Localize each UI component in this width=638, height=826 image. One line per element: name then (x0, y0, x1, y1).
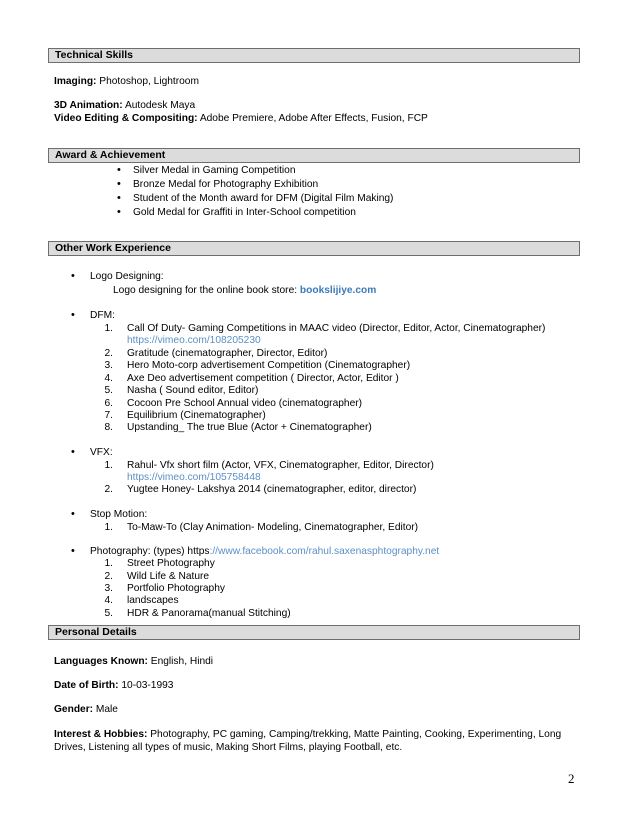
list-number: 4. (104, 595, 113, 606)
list-number: 5. (104, 608, 113, 619)
list-number: 2. (104, 348, 113, 359)
list-number: 4. (104, 373, 113, 384)
languages-value: English, Hindi (147, 656, 214, 667)
dob-label: Date of Birth: (54, 680, 119, 691)
work-bullet: • (71, 270, 75, 282)
list-number: 1. (104, 522, 113, 533)
dfm-item: Cocoon Pre School Annual video (cinematographer) (127, 398, 363, 409)
award-bullet: • (117, 178, 121, 190)
imaging-label: Imaging: (54, 76, 97, 87)
list-number: 5. (104, 385, 113, 396)
work-bullet: • (71, 446, 75, 458)
list-number: 1. (104, 460, 113, 471)
gender-value: Male (93, 704, 118, 715)
animation-value: Autodesk Maya (122, 100, 196, 111)
work-bullet: • (71, 508, 75, 520)
video-label: Video Editing & Compositing: (54, 113, 198, 124)
list-number: 2. (104, 571, 113, 582)
dfm-title: DFM: (90, 310, 115, 321)
awards-header: Award & Achievement (48, 148, 580, 163)
technical-skills-header: Technical Skills (48, 48, 580, 63)
award-item: Gold Medal for Graffiti in Inter-School competition (133, 207, 356, 218)
award-bullet: • (117, 164, 121, 176)
dfm-item: Gratitude (cinematographer, Director, Editor) (127, 348, 328, 359)
list-number: 6. (104, 398, 113, 409)
list-number: 3. (104, 360, 113, 371)
interests-line-2: Drives, Listening all types of music, Making Short Films, playing Football, etc. (54, 742, 403, 753)
imaging-line (54, 75, 199, 88)
list-number: 8. (104, 422, 113, 433)
photography-item: landscapes (127, 595, 179, 606)
list-number: 2. (104, 484, 113, 495)
video-line (54, 112, 428, 125)
dfm-item: Upstanding_ The true Blue (Actor + Cinematographer) (127, 422, 372, 433)
logo-title: Logo Designing: (90, 271, 164, 282)
work-header: Other Work Experience (48, 241, 580, 256)
logo-desc: Logo designing for the online book store: (113, 285, 300, 296)
dfm-vimeo-link[interactable]: https://vimeo.com/108205230 (127, 335, 261, 346)
vfx-item: Yugtee Honey- Lakshya 2014 (cinematographer, editor, director) (127, 484, 417, 495)
award-item: Student of the Month award for DFM (Digital Film Making) (133, 193, 394, 204)
photography-item: HDR & Panorama(manual Stitching) (127, 608, 291, 619)
logo-desc-line (113, 284, 376, 297)
dfm-item: Call Of Duty- Gaming Competitions in MAAC video (Director, Editor, Actor, Cinematographer) (127, 323, 546, 334)
dfm-item: Equilibrium (Cinematographer) (127, 410, 266, 421)
award-item: Silver Medal in Gaming Competition (133, 165, 296, 176)
vfx-vimeo-link[interactable]: https://vimeo.com/105758448 (127, 472, 261, 483)
list-number: 1. (104, 558, 113, 569)
languages-label: Languages Known: (54, 656, 148, 667)
work-bullet: • (71, 545, 75, 557)
animation-label: 3D Animation: (54, 100, 123, 111)
interests-line-1 (54, 728, 561, 741)
gender-line (54, 703, 118, 716)
personal-header: Personal Details (48, 625, 580, 640)
imaging-value: Photoshop, Lightroom (96, 76, 199, 87)
languages-line (54, 655, 213, 668)
page-number: 2 (568, 771, 575, 786)
interests-value: Photography, PC gaming, Camping/trekking, Matte Painting, Cooking, Experimenting, Long (147, 729, 562, 740)
vfx-item: Rahul- Vfx short film (Actor, VFX, Cinematographer, Editor, Director) (127, 460, 434, 471)
stop-motion-title: Stop Motion: (90, 509, 148, 520)
list-number: 1. (104, 323, 113, 334)
vfx-title: VFX: (90, 447, 113, 458)
award-bullet: • (117, 192, 121, 204)
dob-line (54, 679, 173, 692)
work-bullet: • (71, 309, 75, 321)
dob-value: 10-03-1993 (118, 680, 174, 691)
award-bullet: • (117, 206, 121, 218)
photography-item: Portfolio Photography (127, 583, 225, 594)
photography-title: Photography: (types) https (90, 546, 210, 557)
photography-item: Street Photography (127, 558, 215, 569)
animation-line (54, 99, 195, 112)
bookstore-link[interactable]: bookslijiye.com (299, 285, 377, 296)
dfm-item: Axe Deo advertisement competition ( Director, Actor, Editor ) (127, 373, 399, 384)
list-number: 7. (104, 410, 113, 421)
gender-label: Gender: (54, 704, 94, 715)
video-value: Adobe Premiere, Adobe After Effects, Fusion, FCP (197, 113, 428, 124)
award-item: Bronze Medal for Photography Exhibition (133, 179, 319, 190)
dfm-item: Nasha ( Sound editor, Editor) (127, 385, 259, 396)
interests-label: Interest & Hobbies: (54, 729, 148, 740)
dfm-item: Hero Moto-corp advertisement Competition (Cinematographer) (127, 360, 411, 371)
stop-motion-item: To-Maw-To (Clay Animation- Modeling, Cinematographer, Editor) (127, 522, 419, 533)
list-number: 3. (104, 583, 113, 594)
facebook-link[interactable]: ://www.facebook.com/rahul.saxenasphtography.net (209, 546, 440, 557)
photography-item: Wild Life & Nature (127, 571, 210, 582)
